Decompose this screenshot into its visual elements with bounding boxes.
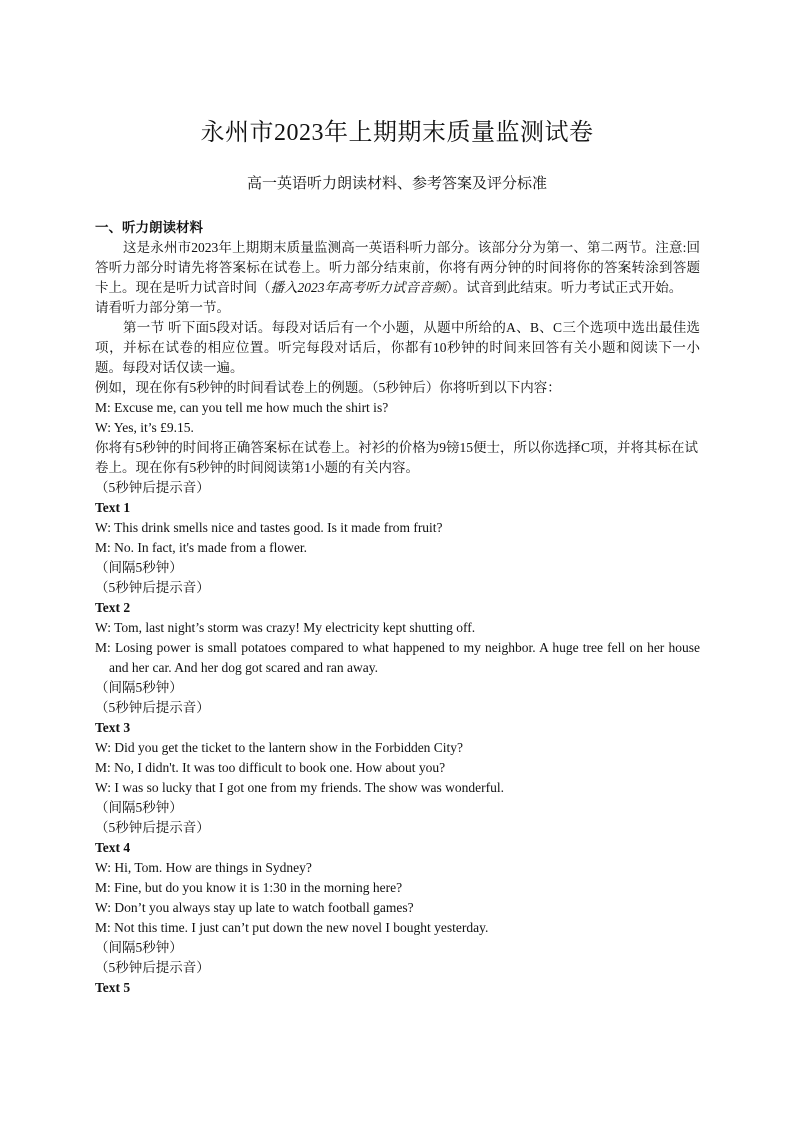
dialogue-line: M: No. In fact, it's made from a flower. <box>95 540 307 555</box>
example-line: W: Yes, it’s £9.15. <box>95 420 194 435</box>
see-part1: 请看听力部分第一节。 <box>95 300 230 315</box>
tone-note: （5秒钟后提示音） <box>95 820 210 835</box>
tone-note: （5秒钟后提示音） <box>95 480 210 495</box>
interval-note: （间隔5秒钟） <box>95 680 183 695</box>
dialogue-line: W: This drink smells nice and tastes good. Is it made from fruit? <box>95 520 443 535</box>
intro-text-2: ）。试音到此结束。听力考试正式开始。 <box>446 280 683 295</box>
page-title: 永州市2023年上期期末质量监测试卷 <box>200 120 594 146</box>
example-line: M: Excuse me, can you tell me how much the shirt is? <box>95 400 389 415</box>
dialogue-line: M: Losing power is small potatoes compared to what happened to my neighbor. A huge tree fell on her house and her car. And her dog got scared and ran away. <box>95 640 700 675</box>
dialogue-line: W: Hi, Tom. How are things in Sydney? <box>95 860 312 875</box>
interval-note: （间隔5秒钟） <box>95 800 183 815</box>
tone-note: （5秒钟后提示音） <box>95 700 210 715</box>
dialogue-line: M: No, I didn't. It was too difficult to book one. How about you? <box>95 760 446 775</box>
intro-text-1: 这是永州市2023年上期期末质量监测高一英语科听力部分。该部分分为第一、第二两节。注意:回答听力部分时请先将答案标在试卷上。听力部分结束前，你将有两分钟的时间将你的答案转涂到答题卡上。现在是听力试音时间（ <box>95 240 700 295</box>
intro-insert: 播入2023年高考听力试音音频 <box>270 280 446 295</box>
dialogue-line: W: Tom, last night’s storm was crazy! My electricity kept shutting off. <box>95 620 476 635</box>
interval-note: （间隔5秒钟） <box>95 940 183 955</box>
text-label: Text 3 <box>95 720 131 735</box>
dialogue-line: W: Don’t you always stay up late to watch football games? <box>95 900 414 915</box>
dialogue-line: M: Fine, but do you know it is 1:30 in the morning here? <box>95 880 403 895</box>
document-body <box>95 218 700 998</box>
example-explanation: 你将有5秒钟的时间将正确答案标在试卷上。衬衫的价格为9镑15便士，所以你选择C项，并将其标在试卷上。现在你有5秒钟的时间阅读第1小题的有关内容。 <box>95 440 699 475</box>
example-intro: 例如，现在你有5秒钟的时间看试卷上的例题。（5秒钟后）你将听到以下内容： <box>95 380 561 395</box>
text-label: Text 4 <box>95 840 131 855</box>
section-heading: 一、听力朗读材料 <box>95 220 203 236</box>
intro-paragraph <box>95 238 700 298</box>
text-label: Text 2 <box>95 600 131 615</box>
section1-instructions: 第一节 听下面5段对话。每段对话后有一个小题，从题中所给的A、B、C三个选项中选出最佳选项，并标在试卷的相应位置。听完每段对话后，你都有10秒钟的时间来回答有关小题和阅读下一小题。每段对话仅读一遍。 <box>95 320 700 375</box>
dialogue-line: W: I was so lucky that I got one from my friends. The show was wonderful. <box>95 780 505 795</box>
interval-note: （间隔5秒钟） <box>95 560 183 575</box>
dialogue-line: M: Not this time. I just can’t put down the new novel I bought yesterday. <box>95 920 489 935</box>
tone-note: （5秒钟后提示音） <box>95 960 210 975</box>
tone-note: （5秒钟后提示音） <box>95 580 210 595</box>
text-label: Text 5 <box>95 980 131 995</box>
page-subtitle: 高一英语听力朗读材料、参考答案及评分标准 <box>246 176 547 192</box>
text-label: Text 1 <box>95 500 131 515</box>
dialogue-line: W: Did you get the ticket to the lantern show in the Forbidden City? <box>95 740 464 755</box>
